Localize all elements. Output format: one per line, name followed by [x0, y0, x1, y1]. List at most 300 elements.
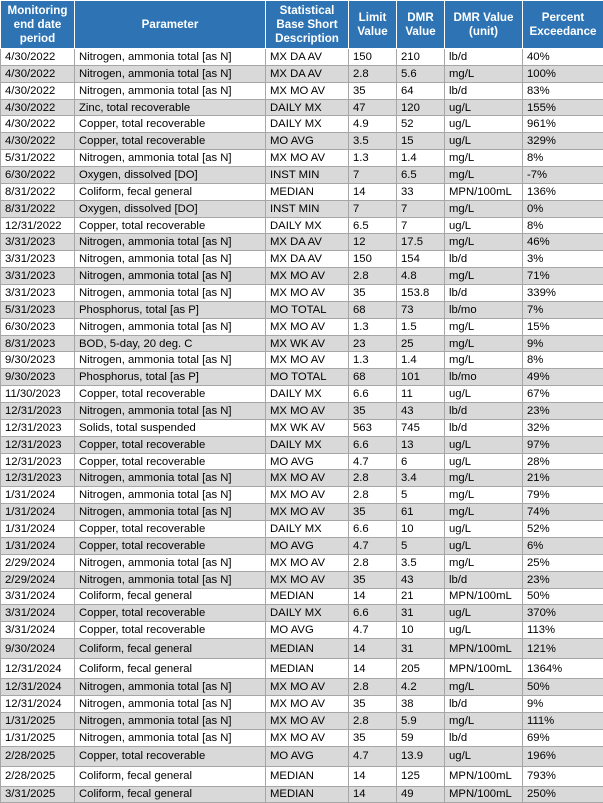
cell-parameter: Nitrogen, ammonia total [as N] — [75, 712, 266, 729]
cell-parameter: Zinc, total recoverable — [75, 99, 266, 116]
cell-period: 12/31/2023 — [1, 403, 75, 420]
cell-percent-exceedance: 79% — [523, 487, 603, 504]
cell-period: 2/29/2024 — [1, 571, 75, 588]
cell-limit-value: 4.7 — [349, 453, 397, 470]
cell-statistical-base: DAILY MX — [266, 99, 349, 116]
table-row — [1, 234, 603, 251]
cell-period: 8/31/2022 — [1, 183, 75, 200]
cell-percent-exceedance: 250% — [523, 786, 603, 803]
cell-parameter: Nitrogen, ammonia total [as N] — [75, 487, 266, 504]
cell-limit-value: 150 — [349, 251, 397, 268]
cell-dmr-unit: mg/L — [445, 504, 523, 521]
cell-period: 3/31/2023 — [1, 285, 75, 302]
cell-period: 4/30/2022 — [1, 133, 75, 150]
cell-percent-exceedance: 23% — [523, 403, 603, 420]
cell-limit-value: 35 — [349, 403, 397, 420]
cell-dmr-unit: lb/mo — [445, 301, 523, 318]
cell-period: 4/30/2022 — [1, 82, 75, 99]
cell-dmr-value: 13 — [397, 436, 445, 453]
cell-statistical-base: MX MO AV — [266, 470, 349, 487]
cell-limit-value: 3.5 — [349, 133, 397, 150]
cell-percent-exceedance: 370% — [523, 605, 603, 622]
cell-percent-exceedance: 7% — [523, 301, 603, 318]
cell-limit-value: 4.7 — [349, 622, 397, 639]
cell-parameter: Coliform, fecal general — [75, 183, 266, 200]
cell-limit-value: 47 — [349, 99, 397, 116]
cell-percent-exceedance: 21% — [523, 470, 603, 487]
cell-limit-value: 150 — [349, 49, 397, 66]
cell-statistical-base: DAILY MX — [266, 116, 349, 133]
cell-percent-exceedance: 329% — [523, 133, 603, 150]
cell-limit-value: 2.8 — [349, 65, 397, 82]
cell-dmr-value: 4.2 — [397, 679, 445, 696]
cell-parameter: Nitrogen, ammonia total [as N] — [75, 554, 266, 571]
cell-dmr-unit: lb/mo — [445, 369, 523, 386]
cell-dmr-value: 49 — [397, 786, 445, 803]
cell-period: 12/31/2022 — [1, 217, 75, 234]
cell-period: 4/30/2022 — [1, 49, 75, 66]
table-row — [1, 65, 603, 82]
cell-percent-exceedance: 49% — [523, 369, 603, 386]
cell-parameter: Nitrogen, ammonia total [as N] — [75, 251, 266, 268]
cell-limit-value: 2.8 — [349, 679, 397, 696]
cell-dmr-value: 3.4 — [397, 470, 445, 487]
cell-parameter: Copper, total recoverable — [75, 217, 266, 234]
table-row — [1, 99, 603, 116]
cell-dmr-unit: MPN/100mL — [445, 786, 523, 803]
cell-parameter: Nitrogen, ammonia total [as N] — [75, 318, 266, 335]
cell-parameter: Coliform, fecal general — [75, 588, 266, 605]
cell-limit-value: 6.6 — [349, 386, 397, 403]
cell-statistical-base: MX DA AV — [266, 49, 349, 66]
cell-dmr-value: 5.6 — [397, 65, 445, 82]
cell-dmr-unit: ug/L — [445, 386, 523, 403]
cell-dmr-unit: mg/L — [445, 335, 523, 352]
cell-dmr-unit: ug/L — [445, 537, 523, 554]
cell-limit-value: 6.6 — [349, 521, 397, 538]
cell-limit-value: 2.8 — [349, 470, 397, 487]
table-row — [1, 504, 603, 521]
table-row — [1, 712, 603, 729]
table-row — [1, 487, 603, 504]
cell-limit-value: 14 — [349, 766, 397, 786]
table-row — [1, 537, 603, 554]
cell-percent-exceedance: 339% — [523, 285, 603, 302]
cell-percent-exceedance: 3% — [523, 251, 603, 268]
cell-statistical-base: MEDIAN — [266, 766, 349, 786]
cell-limit-value: 12 — [349, 234, 397, 251]
cell-statistical-base: MX MO AV — [266, 268, 349, 285]
cell-limit-value: 35 — [349, 82, 397, 99]
cell-period: 3/31/2023 — [1, 268, 75, 285]
cell-period: 11/30/2023 — [1, 386, 75, 403]
table-row — [1, 766, 603, 786]
cell-statistical-base: DAILY MX — [266, 521, 349, 538]
cell-limit-value: 1.3 — [349, 352, 397, 369]
cell-percent-exceedance: -7% — [523, 167, 603, 184]
cell-dmr-unit: mg/L — [445, 712, 523, 729]
cell-period: 3/31/2023 — [1, 251, 75, 268]
cell-statistical-base: INST MIN — [266, 167, 349, 184]
cell-dmr-unit: mg/L — [445, 679, 523, 696]
table-row — [1, 639, 603, 659]
cell-statistical-base: MO AVG — [266, 453, 349, 470]
cell-limit-value: 563 — [349, 419, 397, 436]
cell-limit-value: 7 — [349, 167, 397, 184]
cell-dmr-unit: mg/L — [445, 352, 523, 369]
cell-dmr-value: 7 — [397, 217, 445, 234]
cell-statistical-base: MX MO AV — [266, 729, 349, 746]
cell-parameter: Copper, total recoverable — [75, 746, 266, 766]
cell-percent-exceedance: 121% — [523, 639, 603, 659]
table-row — [1, 116, 603, 133]
cell-parameter: Copper, total recoverable — [75, 605, 266, 622]
cell-statistical-base: MX MO AV — [266, 554, 349, 571]
cell-percent-exceedance: 155% — [523, 99, 603, 116]
cell-period: 2/29/2024 — [1, 554, 75, 571]
cell-limit-value: 2.8 — [349, 554, 397, 571]
cell-parameter: Coliform, fecal general — [75, 639, 266, 659]
cell-parameter: Coliform, fecal general — [75, 786, 266, 803]
cell-limit-value: 1.3 — [349, 150, 397, 167]
cell-period: 12/31/2024 — [1, 659, 75, 679]
cell-limit-value: 4.7 — [349, 746, 397, 766]
cell-percent-exceedance: 67% — [523, 386, 603, 403]
cell-percent-exceedance: 8% — [523, 217, 603, 234]
cell-limit-value: 35 — [349, 285, 397, 302]
cell-period: 8/31/2022 — [1, 200, 75, 217]
cell-statistical-base: MEDIAN — [266, 588, 349, 605]
cell-parameter: Nitrogen, ammonia total [as N] — [75, 729, 266, 746]
cell-dmr-unit: lb/d — [445, 571, 523, 588]
cell-percent-exceedance: 136% — [523, 183, 603, 200]
cell-percent-exceedance: 97% — [523, 436, 603, 453]
cell-dmr-unit: mg/L — [445, 554, 523, 571]
cell-statistical-base: MEDIAN — [266, 639, 349, 659]
cell-percent-exceedance: 113% — [523, 622, 603, 639]
cell-dmr-value: 6.5 — [397, 167, 445, 184]
cell-statistical-base: MX DA AV — [266, 234, 349, 251]
cell-parameter: Phosphorus, total [as P] — [75, 369, 266, 386]
cell-dmr-value: 61 — [397, 504, 445, 521]
cell-statistical-base: MEDIAN — [266, 786, 349, 803]
cell-dmr-value: 125 — [397, 766, 445, 786]
cell-dmr-value: 64 — [397, 82, 445, 99]
cell-percent-exceedance: 83% — [523, 82, 603, 99]
table-row — [1, 183, 603, 200]
cell-period: 9/30/2024 — [1, 639, 75, 659]
cell-limit-value: 4.7 — [349, 537, 397, 554]
cell-limit-value: 14 — [349, 639, 397, 659]
cell-period: 2/28/2025 — [1, 746, 75, 766]
cell-dmr-unit: lb/d — [445, 285, 523, 302]
cell-parameter: Copper, total recoverable — [75, 622, 266, 639]
cell-period: 3/31/2023 — [1, 234, 75, 251]
cell-limit-value: 2.8 — [349, 712, 397, 729]
cell-statistical-base: MO AVG — [266, 537, 349, 554]
table-row — [1, 251, 603, 268]
cell-statistical-base: MO AVG — [266, 622, 349, 639]
cell-dmr-value: 4.8 — [397, 268, 445, 285]
cell-statistical-base: MX MO AV — [266, 571, 349, 588]
cell-dmr-value: 153.8 — [397, 285, 445, 302]
cell-period: 1/31/2024 — [1, 537, 75, 554]
cell-dmr-unit: mg/L — [445, 150, 523, 167]
cell-dmr-value: 745 — [397, 419, 445, 436]
header-dmr-value: DMR Value — [397, 1, 445, 49]
cell-dmr-value: 6 — [397, 453, 445, 470]
cell-period: 2/28/2025 — [1, 766, 75, 786]
table-row — [1, 285, 603, 302]
cell-dmr-value: 3.5 — [397, 554, 445, 571]
cell-dmr-unit: ug/L — [445, 133, 523, 150]
cell-limit-value: 35 — [349, 695, 397, 712]
cell-percent-exceedance: 25% — [523, 554, 603, 571]
cell-dmr-unit: lb/d — [445, 729, 523, 746]
cell-parameter: Nitrogen, ammonia total [as N] — [75, 679, 266, 696]
header-row — [1, 1, 603, 49]
cell-limit-value: 35 — [349, 729, 397, 746]
cell-statistical-base: MX MO AV — [266, 82, 349, 99]
cell-limit-value: 2.8 — [349, 268, 397, 285]
table-row — [1, 659, 603, 679]
cell-statistical-base: MX MO AV — [266, 695, 349, 712]
cell-parameter: Coliform, fecal general — [75, 766, 266, 786]
cell-percent-exceedance: 71% — [523, 268, 603, 285]
table-row — [1, 729, 603, 746]
cell-dmr-value: 17.5 — [397, 234, 445, 251]
cell-percent-exceedance: 111% — [523, 712, 603, 729]
cell-percent-exceedance: 40% — [523, 49, 603, 66]
cell-statistical-base: MX MO AV — [266, 285, 349, 302]
cell-parameter: Nitrogen, ammonia total [as N] — [75, 504, 266, 521]
cell-period: 4/30/2022 — [1, 65, 75, 82]
cell-statistical-base: MX MO AV — [266, 504, 349, 521]
cell-statistical-base: MX MO AV — [266, 318, 349, 335]
cell-period: 1/31/2024 — [1, 487, 75, 504]
cell-parameter: Oxygen, dissolved [DO] — [75, 167, 266, 184]
table-row — [1, 588, 603, 605]
cell-dmr-unit: MPN/100mL — [445, 659, 523, 679]
cell-limit-value: 6.6 — [349, 605, 397, 622]
cell-dmr-unit: lb/d — [445, 419, 523, 436]
cell-dmr-value: 43 — [397, 571, 445, 588]
cell-percent-exceedance: 100% — [523, 65, 603, 82]
header-limit-value: Limit Value — [349, 1, 397, 49]
cell-parameter: Nitrogen, ammonia total [as N] — [75, 234, 266, 251]
cell-dmr-value: 15 — [397, 133, 445, 150]
cell-period: 1/31/2025 — [1, 729, 75, 746]
cell-period: 1/31/2024 — [1, 504, 75, 521]
cell-dmr-unit: ug/L — [445, 116, 523, 133]
cell-dmr-value: 5.9 — [397, 712, 445, 729]
cell-parameter: Nitrogen, ammonia total [as N] — [75, 65, 266, 82]
cell-parameter: Nitrogen, ammonia total [as N] — [75, 82, 266, 99]
cell-percent-exceedance: 9% — [523, 335, 603, 352]
cell-parameter: Copper, total recoverable — [75, 386, 266, 403]
cell-dmr-unit: mg/L — [445, 268, 523, 285]
cell-dmr-value: 11 — [397, 386, 445, 403]
cell-dmr-unit: lb/d — [445, 49, 523, 66]
cell-limit-value: 14 — [349, 588, 397, 605]
cell-limit-value: 14 — [349, 183, 397, 200]
cell-dmr-unit: mg/L — [445, 470, 523, 487]
table-row — [1, 695, 603, 712]
cell-statistical-base: MX MO AV — [266, 679, 349, 696]
cell-period: 12/31/2023 — [1, 419, 75, 436]
cell-parameter: Oxygen, dissolved [DO] — [75, 200, 266, 217]
cell-dmr-unit: ug/L — [445, 453, 523, 470]
cell-percent-exceedance: 50% — [523, 679, 603, 696]
header-parameter: Parameter — [75, 1, 266, 49]
cell-dmr-unit: MPN/100mL — [445, 183, 523, 200]
cell-dmr-value: 21 — [397, 588, 445, 605]
cell-dmr-value: 31 — [397, 605, 445, 622]
cell-dmr-value: 7 — [397, 200, 445, 217]
cell-dmr-value: 38 — [397, 695, 445, 712]
cell-parameter: Nitrogen, ammonia total [as N] — [75, 403, 266, 420]
table-row — [1, 403, 603, 420]
cell-dmr-value: 1.4 — [397, 150, 445, 167]
cell-percent-exceedance: 32% — [523, 419, 603, 436]
cell-dmr-unit: ug/L — [445, 622, 523, 639]
table-row — [1, 49, 603, 66]
cell-statistical-base: MX DA AV — [266, 65, 349, 82]
cell-dmr-unit: mg/L — [445, 200, 523, 217]
table-row — [1, 470, 603, 487]
table-row — [1, 335, 603, 352]
table-row — [1, 453, 603, 470]
cell-period: 12/31/2024 — [1, 695, 75, 712]
header-percent-exceedance: Percent Exceedance — [523, 1, 603, 49]
cell-dmr-unit: MPN/100mL — [445, 766, 523, 786]
table-row — [1, 150, 603, 167]
cell-statistical-base: MX DA AV — [266, 251, 349, 268]
cell-period: 12/31/2023 — [1, 470, 75, 487]
cell-period: 5/31/2023 — [1, 301, 75, 318]
cell-dmr-value: 10 — [397, 521, 445, 538]
cell-period: 9/30/2023 — [1, 369, 75, 386]
cell-dmr-unit: mg/L — [445, 487, 523, 504]
table-row — [1, 622, 603, 639]
cell-dmr-unit: mg/L — [445, 318, 523, 335]
cell-period: 12/31/2024 — [1, 679, 75, 696]
cell-period: 4/30/2022 — [1, 116, 75, 133]
header-monitoring-period: Monitoring end date period — [1, 1, 75, 49]
cell-statistical-base: MEDIAN — [266, 659, 349, 679]
cell-percent-exceedance: 69% — [523, 729, 603, 746]
cell-parameter: Copper, total recoverable — [75, 436, 266, 453]
cell-parameter: Copper, total recoverable — [75, 521, 266, 538]
cell-percent-exceedance: 196% — [523, 746, 603, 766]
cell-limit-value: 14 — [349, 659, 397, 679]
cell-parameter: BOD, 5-day, 20 deg. C — [75, 335, 266, 352]
cell-limit-value: 23 — [349, 335, 397, 352]
cell-statistical-base: DAILY MX — [266, 605, 349, 622]
cell-dmr-unit: mg/L — [445, 167, 523, 184]
cell-parameter: Nitrogen, ammonia total [as N] — [75, 470, 266, 487]
cell-percent-exceedance: 15% — [523, 318, 603, 335]
cell-parameter: Copper, total recoverable — [75, 537, 266, 554]
table-row — [1, 369, 603, 386]
cell-dmr-value: 59 — [397, 729, 445, 746]
cell-parameter: Nitrogen, ammonia total [as N] — [75, 695, 266, 712]
cell-parameter: Nitrogen, ammonia total [as N] — [75, 285, 266, 302]
cell-parameter: Coliform, fecal general — [75, 659, 266, 679]
table-row — [1, 217, 603, 234]
table-row — [1, 167, 603, 184]
cell-dmr-value: 52 — [397, 116, 445, 133]
table-row — [1, 679, 603, 696]
cell-dmr-value: 1.5 — [397, 318, 445, 335]
table-row — [1, 133, 603, 150]
cell-period: 8/31/2023 — [1, 335, 75, 352]
table-row — [1, 554, 603, 571]
cell-period: 4/30/2022 — [1, 99, 75, 116]
cell-dmr-unit: lb/d — [445, 82, 523, 99]
cell-dmr-unit: mg/L — [445, 65, 523, 82]
cell-period: 6/30/2022 — [1, 167, 75, 184]
cell-period: 3/31/2025 — [1, 786, 75, 803]
cell-period: 3/31/2024 — [1, 605, 75, 622]
cell-percent-exceedance: 0% — [523, 200, 603, 217]
cell-dmr-unit: MPN/100mL — [445, 588, 523, 605]
cell-statistical-base: MO TOTAL — [266, 369, 349, 386]
cell-percent-exceedance: 46% — [523, 234, 603, 251]
cell-statistical-base: DAILY MX — [266, 436, 349, 453]
cell-percent-exceedance: 793% — [523, 766, 603, 786]
cell-dmr-unit: ug/L — [445, 217, 523, 234]
cell-dmr-value: 5 — [397, 487, 445, 504]
table-row — [1, 605, 603, 622]
table-row — [1, 786, 603, 803]
cell-period: 6/30/2023 — [1, 318, 75, 335]
cell-percent-exceedance: 8% — [523, 150, 603, 167]
cell-statistical-base: MO AVG — [266, 746, 349, 766]
table-row — [1, 200, 603, 217]
cell-parameter: Nitrogen, ammonia total [as N] — [75, 268, 266, 285]
cell-dmr-unit: ug/L — [445, 521, 523, 538]
table-row — [1, 268, 603, 285]
cell-period: 3/31/2024 — [1, 622, 75, 639]
cell-dmr-value: 10 — [397, 622, 445, 639]
cell-dmr-value: 33 — [397, 183, 445, 200]
cell-period: 12/31/2023 — [1, 453, 75, 470]
cell-dmr-unit: lb/d — [445, 403, 523, 420]
cell-parameter: Copper, total recoverable — [75, 133, 266, 150]
table-body — [1, 49, 603, 803]
cell-parameter: Nitrogen, ammonia total [as N] — [75, 150, 266, 167]
cell-parameter: Phosphorus, total [as P] — [75, 301, 266, 318]
table-row — [1, 521, 603, 538]
cell-period: 1/31/2024 — [1, 521, 75, 538]
table-row — [1, 746, 603, 766]
cell-statistical-base: MX WK AV — [266, 335, 349, 352]
table-header — [1, 1, 603, 49]
table-row — [1, 301, 603, 318]
cell-statistical-base: MX MO AV — [266, 487, 349, 504]
cell-period: 9/30/2023 — [1, 352, 75, 369]
cell-limit-value: 14 — [349, 786, 397, 803]
cell-dmr-unit: ug/L — [445, 605, 523, 622]
cell-parameter: Nitrogen, ammonia total [as N] — [75, 49, 266, 66]
cell-percent-exceedance: 52% — [523, 521, 603, 538]
cell-percent-exceedance: 28% — [523, 453, 603, 470]
cell-dmr-value: 31 — [397, 639, 445, 659]
cell-period: 3/31/2024 — [1, 588, 75, 605]
cell-limit-value: 1.3 — [349, 318, 397, 335]
cell-statistical-base: MO TOTAL — [266, 301, 349, 318]
